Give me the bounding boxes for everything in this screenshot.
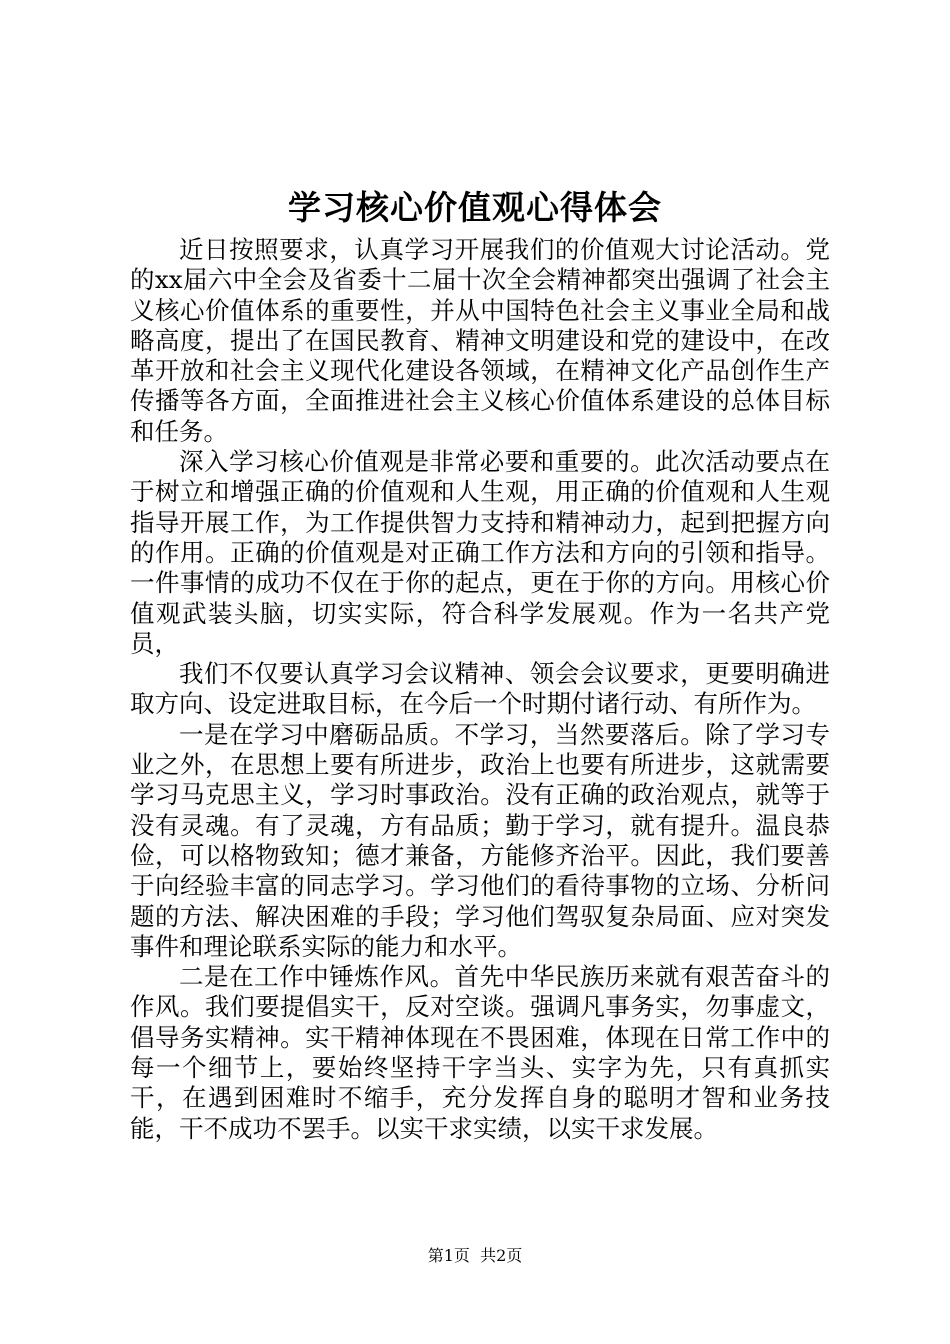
paragraph-2: 深入学习核心价值观是非常必要和重要的。此次活动要点在于树立和增强正确的价值观和人生观，用正确的价值观和人生观指导开展工作，为工作提供智力支持和精神动力，起到把握方向的作用。正确的价值观是对正确工作方法和方向的引领和指导。一件事情的成功不仅在于你的起点，更在于你的方向。用核心价值观武装头脑，切实实际，符合科学发展观。作为一名共产党员， <box>130 447 830 658</box>
page-number-total: 共2页 <box>480 1246 523 1265</box>
page-footer <box>0 1244 950 1268</box>
paragraph-1: 近日按照要求，认真学习开展我们的价值观大讨论活动。党的xx届六中全会及省委十二届十次全会精神都突出强调了社会主义核心价值体系的重要性，并从中国特色社会主义事业全局和战略高度，提出了在国民教育、精神文明建设和党的建设中，在改革开放和社会主义现代化建设各领域，在精神文化产品创作生产传播等各方面，全面推进社会主义核心价值体系建设的总体目标和任务。 <box>130 235 830 446</box>
paragraph-3: 我们不仅要认真学习会议精神、领会会议要求，更要明确进取方向、设定进取目标，在今后一个时期付诸行动、有所作为。 <box>130 659 830 719</box>
document-title: 学习核心价值观心得体会 <box>288 188 662 227</box>
page-number-current: 第1页 <box>427 1246 470 1265</box>
paragraph-4: 一是在学习中磨砺品质。不学习，当然要落后。除了学习专业之外，在思想上要有所进步，政治上也要有所进步，这就需要学习马克思主义，学习时事政治。没有正确的政治观点，就等于没有灵魂。有了灵魂，方有品质；勤于学习，就有提升。温良恭俭，可以格物致知；德才兼备，方能修齐治平。因此，我们要善于向经验丰富的同志学习。学习他们的看待事物的立场、分析问题的方法、解决困难的手段；学习他们驾驭复杂局面、应对突发事件和理论联系实际的能力和水平。 <box>130 719 830 961</box>
document-body <box>130 235 830 1144</box>
paragraph-5: 二是在工作中锤炼作风。首先中华民族历来就有艰苦奋斗的作风。我们要提倡实干，反对空谈。强调凡事务实，勿事虚文，倡导务实精神。实干精神体现在不畏困难，体现在日常工作中的每一个细节上，要始终坚持干字当头、实字为先，只有真抓实干，在遇到困难时不缩手，充分发挥自身的聪明才智和业务技能，干不成功不罢手。以实干求实绩，以实干求发展。 <box>130 962 830 1143</box>
